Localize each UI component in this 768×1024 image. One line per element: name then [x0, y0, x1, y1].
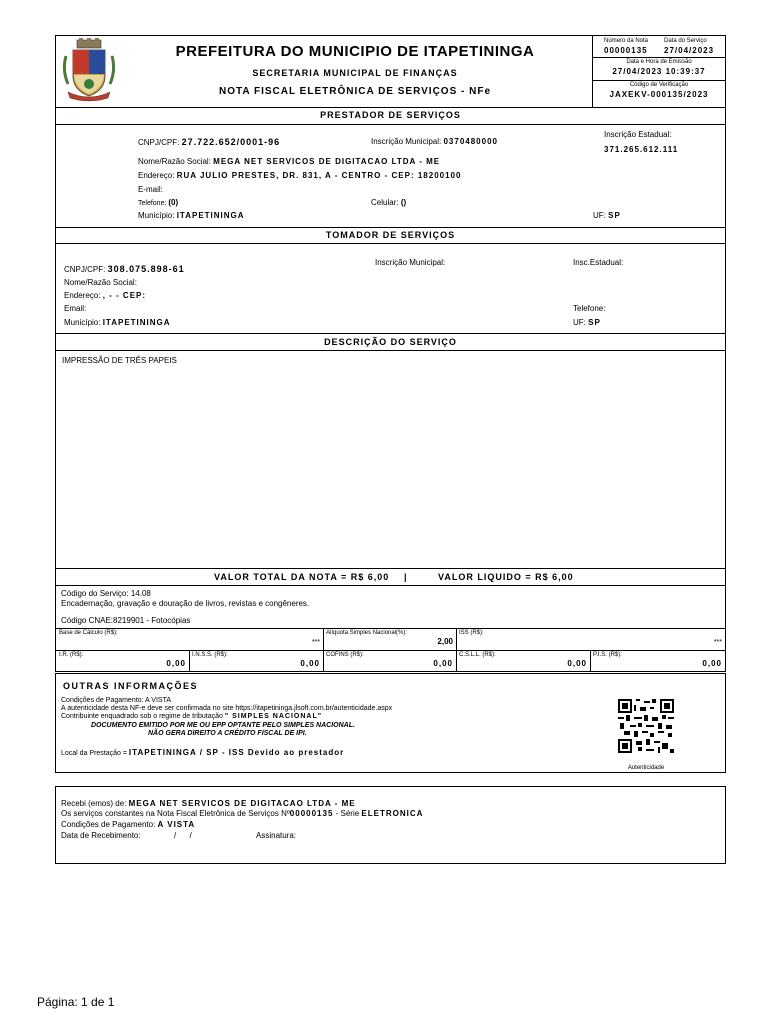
data-servico-label: Data do Serviço: [664, 38, 707, 44]
recibo-data-label: Data de Recebimento:: [61, 831, 141, 840]
inss-label: I.N.S.S. (R$):: [192, 652, 228, 658]
prestador-im: [371, 137, 498, 146]
prestador-box: [55, 107, 726, 228]
valores-box: [55, 568, 726, 586]
recibo-recebi-label: Recebi (emos) de:: [61, 799, 127, 808]
recibo-condicoes-value: A VISTA: [157, 820, 196, 829]
prestador-municipio: [138, 211, 245, 220]
base-calculo-label: Base de Cálculo (R$):: [59, 630, 118, 636]
verificacao-label: Código de Verificação: [629, 82, 689, 88]
iss-value: ***: [713, 639, 722, 646]
tomador-im-label: Inscrição Municipal:: [375, 258, 446, 267]
outras-line-1: Condições de Pagamento: A VISTA: [61, 697, 171, 704]
recibo-recebi: [61, 799, 356, 808]
inss-value: 0,00: [300, 659, 320, 668]
valor-total: VALOR TOTAL DA NOTA = R$ 6,00: [214, 572, 390, 582]
recibo-serie-label: - Série: [335, 809, 360, 818]
prestador-endereco-label: Endereço:: [138, 171, 175, 180]
prestador-telefone: [138, 198, 178, 207]
prestador-nome-value: MEGA NET SERVICOS DE DIGITACAO LTDA - ME: [213, 157, 441, 166]
prestador-nome: [138, 157, 440, 166]
numero-nota: 00000135: [604, 46, 648, 55]
prestador-ie-label: Inscrição Estadual:: [604, 130, 672, 139]
tomador-municipio: [64, 318, 171, 327]
tomador-municipio-value: ITAPETININGA: [102, 318, 171, 327]
ir-label: I.R. (R$):: [59, 652, 84, 658]
prestador-cnpj-label: CNPJ/CPF:: [138, 138, 180, 147]
recibo-condicoes: [61, 820, 195, 829]
prestador-telefone-value: (0): [168, 198, 179, 207]
recibo-numero: 00000135: [289, 809, 334, 818]
tomador-cnpj-label: CNPJ/CPF:: [64, 265, 106, 274]
secretaria-title: SECRETARIA MUNICIPAL DE FINANÇAS: [252, 68, 458, 78]
local-prestacao-value: ITAPETININGA / SP - ISS Devido ao prestador: [128, 748, 345, 757]
document-title: NOTA FISCAL ELETRÔNICA DE SERVIÇOS - NFe: [218, 86, 492, 97]
prestador-celular-value: (): [400, 198, 407, 207]
prestador-uf-label: UF:: [593, 211, 606, 220]
pis-label: P.I.S. (R$):: [593, 652, 622, 658]
valor-separator: |: [404, 572, 407, 582]
prestador-municipio-label: Município:: [138, 211, 175, 220]
csll-label: C.S.L.L. (R$):: [459, 652, 496, 658]
outras-line-3: [61, 713, 322, 720]
descricao-section-title: DESCRIÇÃO DO SERVIÇO: [324, 337, 457, 347]
tomador-cnpj-value: 308.075.898-61: [107, 264, 185, 274]
prestador-municipio-value: ITAPETININGA: [176, 211, 245, 220]
outras-line-4: DOCUMENTO EMITIDO POR ME OU EPP OPTANTE PELO SIMPLES NACIONAL.: [91, 722, 355, 729]
valor-liquido: VALOR LIQUIDO = R$ 6,00: [438, 572, 574, 582]
tomador-cnpj: [64, 264, 185, 274]
tomador-section-title: TOMADOR DE SERVIÇOS: [325, 230, 456, 240]
codigo-servico-descricao: Encadernação, gravação e douração de livros, revistas e congêneres.: [61, 599, 310, 608]
tomador-endereco-value: , - - CEP:: [102, 291, 147, 300]
prestador-uf-value: SP: [608, 211, 621, 220]
prestador-telefone-label: Telefone:: [138, 200, 167, 207]
iss-label: ISS (R$):: [459, 630, 484, 636]
page-number: Página: 1 de 1: [37, 995, 115, 1009]
recibo-serie: ELETRONICA: [361, 809, 424, 818]
prestador-cnpj-value: 27.722.652/0001-96: [181, 137, 281, 147]
prestador-endereco: [138, 171, 461, 180]
tomador-municipio-label: Município:: [64, 318, 101, 327]
base-calculo-value: ***: [311, 639, 320, 646]
recibo-condicoes-label: Condições de Pagamento:: [61, 820, 156, 829]
data-servico: 27/04/2023: [664, 46, 715, 55]
codigo-servico: Código do Serviço: 14.08: [61, 589, 151, 598]
tomador-telefone-label: Telefone:: [573, 304, 606, 313]
recibo-recebi-value: MEGA NET SERVICOS DE DIGITACAO LTDA - ME: [128, 799, 356, 808]
qr-code-label: Autenticidade: [627, 765, 665, 771]
cofins-label: COFINS (R$):: [326, 652, 364, 658]
descricao-text: IMPRESSÃO DE TRÊS PAPEIS: [62, 356, 177, 365]
page-title: PREFEITURA DO MUNICIPIO DE ITAPETININGA: [175, 43, 535, 60]
prestador-nome-label: Nome/Razão Social:: [138, 157, 211, 166]
aliquota-value: 2,00: [437, 637, 453, 646]
outras-line-2: A autenticidade desta NF-e deve ser confirmada no site https://itapetininga.jlsoft.com.br/autenticidade.aspx: [61, 705, 393, 712]
prestador-im-value: 0370480000: [443, 137, 498, 146]
prestador-ie-value: 371.265.612.111: [604, 145, 679, 154]
cofins-value: 0,00: [433, 659, 453, 668]
prestador-uf: [593, 211, 621, 220]
tomador-nome-label: Nome/Razão Social:: [64, 278, 137, 287]
outras-informacoes-title: OUTRAS INFORMAÇÕES: [63, 681, 198, 691]
tomador-uf-label: UF:: [573, 318, 586, 327]
recibo-assinatura-label: Assinatura:: [256, 831, 297, 840]
local-prestacao-label: Local da Prestação =: [61, 750, 127, 757]
tomador-ie-label: Insc.Estadual:: [573, 258, 624, 267]
prestador-email-label: E-mail:: [138, 185, 163, 194]
prestador-cnpj: [138, 137, 280, 147]
aliquota-label: Alíquota Simples Nacional(%):: [326, 630, 408, 636]
csll-value: 0,00: [567, 659, 587, 668]
descricao-box: [55, 333, 726, 569]
emissao-label: Data e Hora de Emissão: [626, 59, 692, 65]
outras-line-3-value: " SIMPLES NACIONAL": [224, 713, 323, 720]
prestador-im-label: Inscrição Municipal:: [371, 137, 442, 146]
recibo-data-slashes: / /: [174, 831, 192, 840]
tomador-endereco: [64, 291, 146, 300]
recibo-servicos: [61, 809, 423, 818]
data-hora-emissao: 27/04/2023 10:39:37: [612, 67, 706, 76]
codigo-verificacao: JAXEKV-000135/2023: [609, 90, 709, 99]
prestador-section-title: PRESTADOR DE SERVIÇOS: [320, 110, 461, 120]
tomador-email-label: Email:: [64, 304, 87, 313]
outras-line-3-prefix: Contribuinte enquadrado sob o regime de tributação: [61, 713, 223, 720]
recibo-servicos-text: Os serviços constantes na Nota Fiscal Eletrônica de Serviços Nº: [61, 809, 290, 818]
codigo-cnae: Código CNAE:8219901 - Fotocópias: [61, 616, 191, 625]
tomador-uf: [573, 318, 601, 327]
tomador-endereco-label: Endereço:: [64, 291, 101, 300]
tomador-uf-value: SP: [588, 318, 601, 327]
prestador-celular: [371, 198, 406, 207]
pis-value: 0,00: [702, 659, 722, 668]
ir-value: 0,00: [166, 659, 186, 668]
numero-label: Número da Nota: [604, 38, 649, 44]
prestador-celular-label: Celular:: [371, 198, 399, 207]
coat-of-arms-icon: [60, 38, 118, 104]
qr-code-icon[interactable]: [618, 699, 674, 753]
local-prestacao: [61, 748, 344, 757]
prestador-endereco-value: RUA JULIO PRESTES, DR. 831, A - CENTRO - CEP: 18200100: [176, 171, 462, 180]
outras-line-5: NÃO GERA DIREITO A CRÉDITO FISCAL DE IPI.: [148, 730, 307, 737]
